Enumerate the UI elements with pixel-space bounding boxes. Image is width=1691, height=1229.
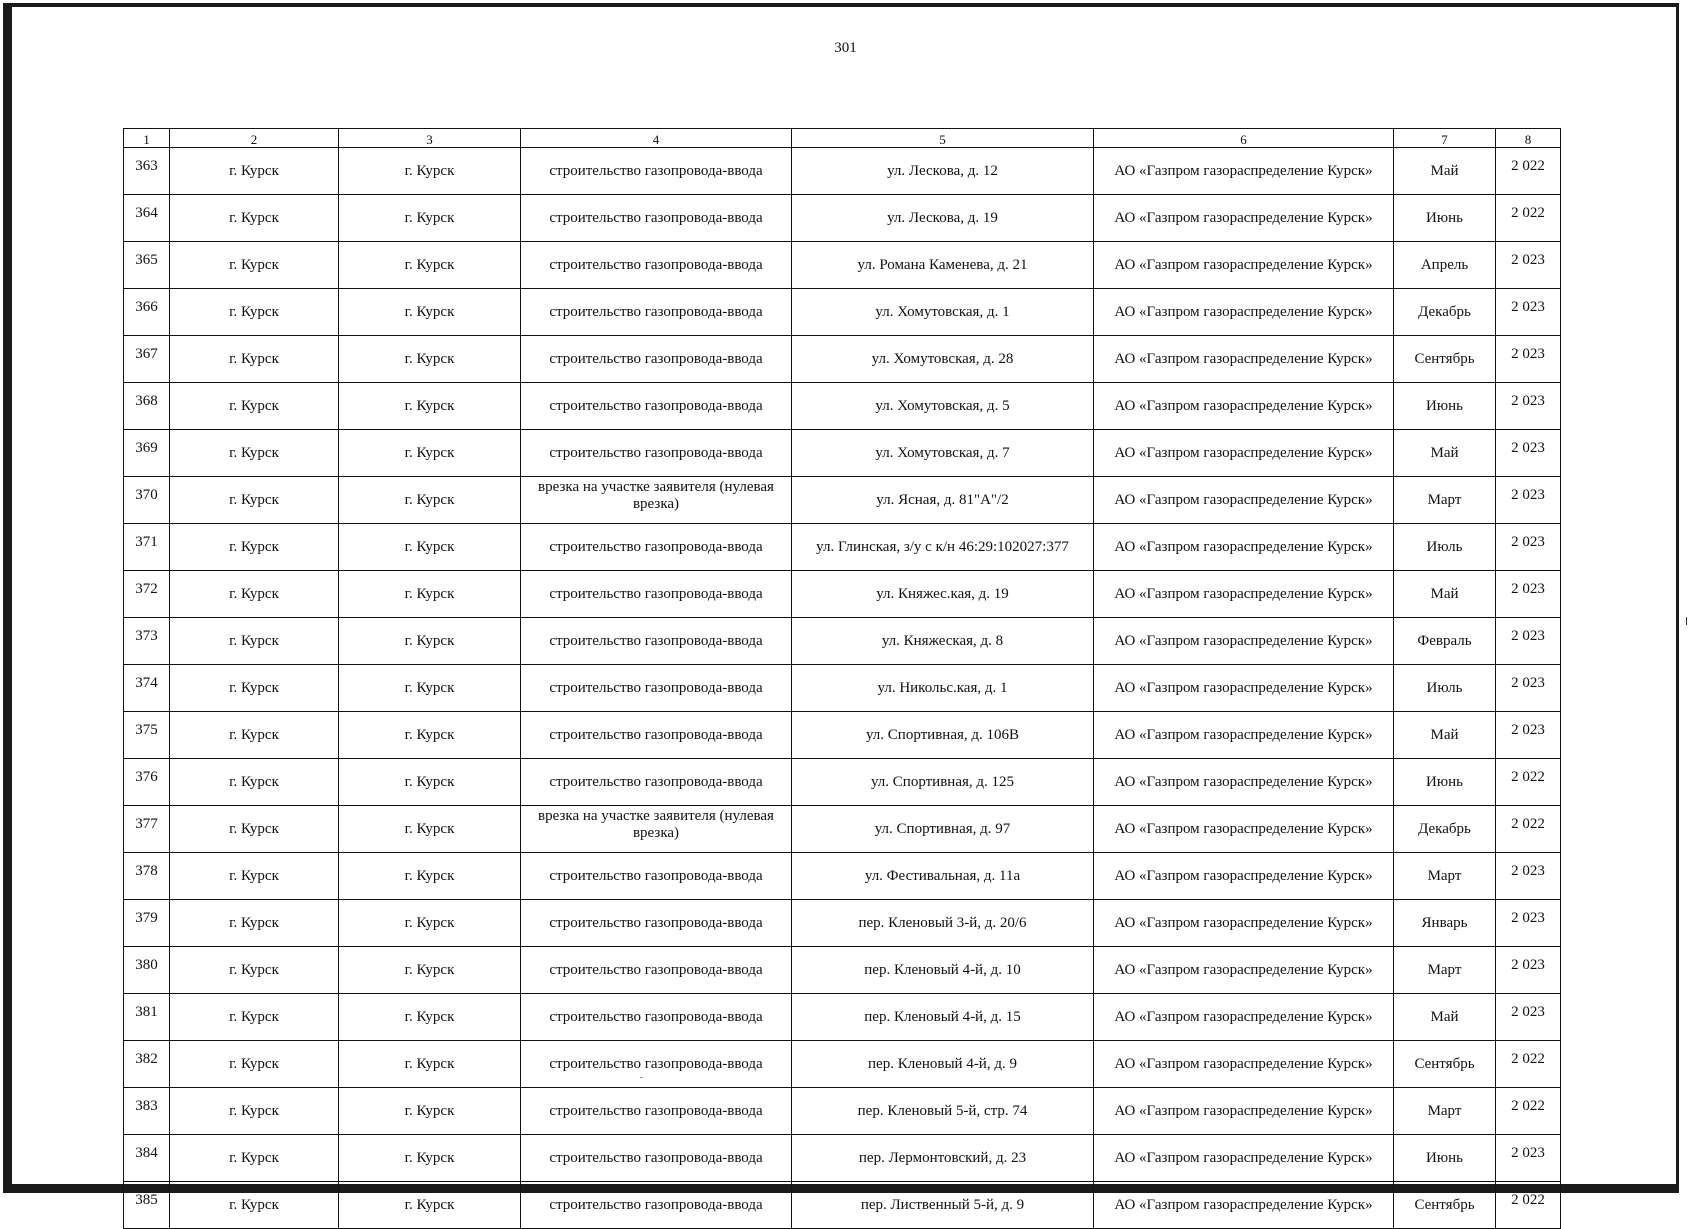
header-col-settlement: 3 [339,129,521,148]
cell-organization: АО «Газпром газораспределение Курск» [1094,947,1394,994]
cell-organization: АО «Газпром газораспределение Курск» [1094,336,1394,383]
cell-number: 371 [124,524,170,571]
cell-municipality: г. Курск [170,1135,339,1182]
cell-number: 384 [124,1135,170,1182]
cell-month: Июнь [1394,1135,1496,1182]
cell-year: 2 022 [1496,1041,1561,1088]
cell-number: 374 [124,665,170,712]
table-row [124,994,1561,1041]
cell-month: Сентябрь [1394,336,1496,383]
cell-month: Май [1394,148,1496,195]
cell-month: Декабрь [1394,289,1496,336]
cell-work-type: врезка на участке заявителя (нулевая врезка) [521,477,792,524]
cell-settlement: г. Курск [339,947,521,994]
cell-work-type: строительство газопровода-ввода [521,665,792,712]
cell-number: 365 [124,242,170,289]
cell-number: 383 [124,1088,170,1135]
cell-organization: АО «Газпром газораспределение Курск» [1094,759,1394,806]
cell-municipality: г. Курск [170,1182,339,1229]
cell-year: 2 023 [1496,994,1561,1041]
cell-address: ул. Хомутовская, д. 1 [792,289,1094,336]
cell-organization: АО «Газпром газораспределение Курск» [1094,383,1394,430]
cell-municipality: г. Курск [170,1088,339,1135]
cell-settlement: г. Курск [339,195,521,242]
cell-address: пер. Кленовый 4-й, д. 15 [792,994,1094,1041]
cell-address: пер. Кленовый 4-й, д. 10 [792,947,1094,994]
cell-year: 2 022 [1496,806,1561,853]
header-col-year: 8 [1496,129,1561,148]
table-row [124,383,1561,430]
cell-municipality: г. Курск [170,195,339,242]
cell-month: Апрель [1394,242,1496,289]
cell-settlement: г. Курск [339,806,521,853]
cell-address: пер. Кленовый 4-й, д. 9 [792,1041,1094,1088]
cell-municipality: г. Курск [170,336,339,383]
table-row [124,1088,1561,1135]
table-row [124,148,1561,195]
cell-month: Март [1394,477,1496,524]
cell-municipality: г. Курск [170,524,339,571]
cell-address: пер. Лермонтовский, д. 23 [792,1135,1094,1182]
cell-work-type: строительство газопровода-ввода [521,336,792,383]
cell-settlement: г. Курск [339,1135,521,1182]
cell-settlement: г. Курск [339,712,521,759]
cell-year: 2 022 [1496,148,1561,195]
cell-settlement: г. Курск [339,383,521,430]
cell-settlement: г. Курск [339,994,521,1041]
cell-number: 366 [124,289,170,336]
cell-municipality: г. Курск [170,383,339,430]
cell-work-type: строительство газопровода-ввода [521,383,792,430]
table-row [124,430,1561,477]
table-row [124,759,1561,806]
cell-number: 379 [124,900,170,947]
cell-month: Декабрь [1394,806,1496,853]
cell-work-type: строительство газопровода-ввода [521,242,792,289]
cell-number: 382 [124,1041,170,1088]
cell-municipality: г. Курск [170,712,339,759]
cell-organization: АО «Газпром газораспределение Курск» [1094,195,1394,242]
cell-month: Май [1394,994,1496,1041]
cell-month: Май [1394,430,1496,477]
cell-organization: АО «Газпром газораспределение Курск» [1094,524,1394,571]
cell-municipality: г. Курск [170,994,339,1041]
cell-work-type: строительство газопровода-ввода [521,1182,792,1229]
cell-address: ул. Ясная, д. 81"А"/2 [792,477,1094,524]
scan-speck [640,1077,643,1078]
cell-organization: АО «Газпром газораспределение Курск» [1094,806,1394,853]
cell-year: 2 023 [1496,571,1561,618]
cell-month: Февраль [1394,618,1496,665]
cell-year: 2 022 [1496,195,1561,242]
header-col-work-type: 4 [521,129,792,148]
cell-year: 2 023 [1496,1135,1561,1182]
cell-address: пер. Лиственный 5-й, д. 9 [792,1182,1094,1229]
cell-number: 370 [124,477,170,524]
cell-year: 2 023 [1496,383,1561,430]
cell-work-type: строительство газопровода-ввода [521,900,792,947]
table-row [124,947,1561,994]
cell-number: 377 [124,806,170,853]
cell-municipality: г. Курск [170,853,339,900]
cell-organization: АО «Газпром газораспределение Курск» [1094,1182,1394,1229]
cell-year: 2 022 [1496,1088,1561,1135]
cell-month: Июнь [1394,195,1496,242]
cell-settlement: г. Курск [339,336,521,383]
cell-work-type: строительство газопровода-ввода [521,853,792,900]
cell-municipality: г. Курск [170,242,339,289]
table-row [124,1041,1561,1088]
cell-organization: АО «Газпром газораспределение Курск» [1094,148,1394,195]
cell-work-type: строительство газопровода-ввода [521,148,792,195]
page-number: 301 [834,40,857,56]
cell-organization: АО «Газпром газораспределение Курск» [1094,712,1394,759]
cell-organization: АО «Газпром газораспределение Курск» [1094,289,1394,336]
cell-organization: АО «Газпром газораспределение Курск» [1094,900,1394,947]
header-col-month: 7 [1394,129,1496,148]
header-col-municipality: 2 [170,129,339,148]
cell-address: ул. Княжес.кая, д. 19 [792,571,1094,618]
cell-year: 2 023 [1496,242,1561,289]
cell-number: 364 [124,195,170,242]
cell-work-type: строительство газопровода-ввода [521,947,792,994]
cell-settlement: г. Курск [339,618,521,665]
cell-address: ул. Романа Каменева, д. 21 [792,242,1094,289]
cell-year: 2 023 [1496,336,1561,383]
cell-year: 2 023 [1496,477,1561,524]
header-col-number: 1 [124,129,170,148]
cell-address: пер. Кленовый 5-й, стр. 74 [792,1088,1094,1135]
cell-settlement: г. Курск [339,242,521,289]
cell-month: Март [1394,853,1496,900]
cell-settlement: г. Курск [339,853,521,900]
cell-number: 372 [124,571,170,618]
cell-address: ул. Никольс.кая, д. 1 [792,665,1094,712]
cell-work-type: строительство газопровода-ввода [521,1135,792,1182]
cell-address: ул. Фестивальная, д. 11а [792,853,1094,900]
cell-month: Январь [1394,900,1496,947]
cell-number: 367 [124,336,170,383]
cell-month: Май [1394,571,1496,618]
cell-organization: АО «Газпром газораспределение Курск» [1094,618,1394,665]
cell-year: 2 023 [1496,524,1561,571]
table-row [124,477,1561,524]
cell-municipality: г. Курск [170,477,339,524]
cell-year: 2 023 [1496,665,1561,712]
cell-address: ул. Лескова, д. 12 [792,148,1094,195]
cell-settlement: г. Курск [339,289,521,336]
cell-settlement: г. Курск [339,900,521,947]
header-col-address: 5 [792,129,1094,148]
cell-work-type: строительство газопровода-ввода [521,712,792,759]
cell-number: 380 [124,947,170,994]
cell-number: 378 [124,853,170,900]
cell-work-type: строительство газопровода-ввода [521,289,792,336]
cell-settlement: г. Курск [339,1088,521,1135]
register-table [123,128,1561,1229]
cell-organization: АО «Газпром газораспределение Курск» [1094,430,1394,477]
table-row [124,665,1561,712]
cell-month: Март [1394,947,1496,994]
cell-month: Март [1394,1088,1496,1135]
cell-settlement: г. Курск [339,430,521,477]
cell-municipality: г. Курск [170,571,339,618]
table-row [124,195,1561,242]
cell-month: Сентябрь [1394,1041,1496,1088]
cell-organization: АО «Газпром газораспределение Курск» [1094,571,1394,618]
table-row [124,336,1561,383]
cell-settlement: г. Курск [339,759,521,806]
cell-year: 2 022 [1496,759,1561,806]
cell-organization: АО «Газпром газораспределение Курск» [1094,994,1394,1041]
cell-address: ул. Спортивная, д. 97 [792,806,1094,853]
cell-month: Июль [1394,524,1496,571]
cell-organization: АО «Газпром газораспределение Курск» [1094,1135,1394,1182]
register-table-container [123,128,1560,1229]
cell-settlement: г. Курск [339,665,521,712]
cell-year: 2 023 [1496,900,1561,947]
cell-year: 2 023 [1496,618,1561,665]
table-row [124,712,1561,759]
cell-work-type: строительство газопровода-ввода [521,571,792,618]
cell-address: ул. Хомутовская, д. 5 [792,383,1094,430]
cell-work-type: врезка на участке заявителя (нулевая врезка) [521,806,792,853]
cell-number: 369 [124,430,170,477]
cell-municipality: г. Курск [170,900,339,947]
cell-settlement: г. Курск [339,524,521,571]
cell-address: ул. Хомутовская, д. 28 [792,336,1094,383]
cell-number: 373 [124,618,170,665]
cell-organization: АО «Газпром газораспределение Курск» [1094,477,1394,524]
cell-number: 376 [124,759,170,806]
cell-month: Май [1394,712,1496,759]
cell-year: 2 023 [1496,712,1561,759]
cell-work-type: строительство газопровода-ввода [521,1088,792,1135]
cell-municipality: г. Курск [170,430,339,477]
cell-settlement: г. Курск [339,477,521,524]
cell-municipality: г. Курск [170,289,339,336]
cell-settlement: г. Курск [339,1182,521,1229]
cell-organization: АО «Газпром газораспределение Курск» [1094,853,1394,900]
cell-year: 2 023 [1496,430,1561,477]
cell-year: 2 023 [1496,947,1561,994]
table-row [124,524,1561,571]
table-row [124,618,1561,665]
table-row [124,1135,1561,1182]
cell-year: 2 023 [1496,853,1561,900]
cell-number: 363 [124,148,170,195]
cell-municipality: г. Курск [170,1041,339,1088]
cell-settlement: г. Курск [339,1041,521,1088]
cell-organization: АО «Газпром газораспределение Курск» [1094,1041,1394,1088]
table-row [124,571,1561,618]
cell-year: 2 023 [1496,289,1561,336]
table-row [124,806,1561,853]
cell-address: ул. Лескова, д. 19 [792,195,1094,242]
cell-address: ул. Глинская, з/у с к/н 46:29:102027:377 [792,524,1094,571]
cell-municipality: г. Курск [170,665,339,712]
table-body [124,148,1561,1229]
cell-month: Июнь [1394,383,1496,430]
cell-settlement: г. Курск [339,148,521,195]
cell-address: ул. Спортивная, д. 106В [792,712,1094,759]
cell-work-type: строительство газопровода-ввода [521,759,792,806]
header-row [124,129,1561,148]
cell-month: Сентябрь [1394,1182,1496,1229]
cell-year: 2 022 [1496,1182,1561,1229]
table-row [124,289,1561,336]
cell-organization: АО «Газпром газораспределение Курск» [1094,665,1394,712]
header-col-organization: 6 [1094,129,1394,148]
cell-settlement: г. Курск [339,571,521,618]
cell-work-type: строительство газопровода-ввода [521,430,792,477]
cell-organization: АО «Газпром газораспределение Курск» [1094,1088,1394,1135]
scan-mark [1686,617,1687,625]
cell-address: ул. Спортивная, д. 125 [792,759,1094,806]
cell-municipality: г. Курск [170,806,339,853]
cell-work-type: строительство газопровода-ввода [521,994,792,1041]
cell-municipality: г. Курск [170,759,339,806]
table-row [124,900,1561,947]
table-row [124,853,1561,900]
cell-municipality: г. Курск [170,947,339,994]
cell-municipality: г. Курск [170,148,339,195]
cell-number: 385 [124,1182,170,1229]
cell-work-type: строительство газопровода-ввода [521,524,792,571]
table-row [124,1182,1561,1229]
cell-month: Июнь [1394,759,1496,806]
cell-work-type: строительство газопровода-ввода [521,618,792,665]
cell-number: 381 [124,994,170,1041]
cell-address: пер. Кленовый 3-й, д. 20/6 [792,900,1094,947]
cell-number: 368 [124,383,170,430]
cell-organization: АО «Газпром газораспределение Курск» [1094,242,1394,289]
cell-number: 375 [124,712,170,759]
table-row [124,242,1561,289]
cell-work-type: строительство газопровода-ввода [521,1041,792,1088]
cell-address: ул. Хомутовская, д. 7 [792,430,1094,477]
cell-work-type: строительство газопровода-ввода [521,195,792,242]
cell-municipality: г. Курск [170,618,339,665]
cell-address: ул. Княжеская, д. 8 [792,618,1094,665]
cell-month: Июль [1394,665,1496,712]
